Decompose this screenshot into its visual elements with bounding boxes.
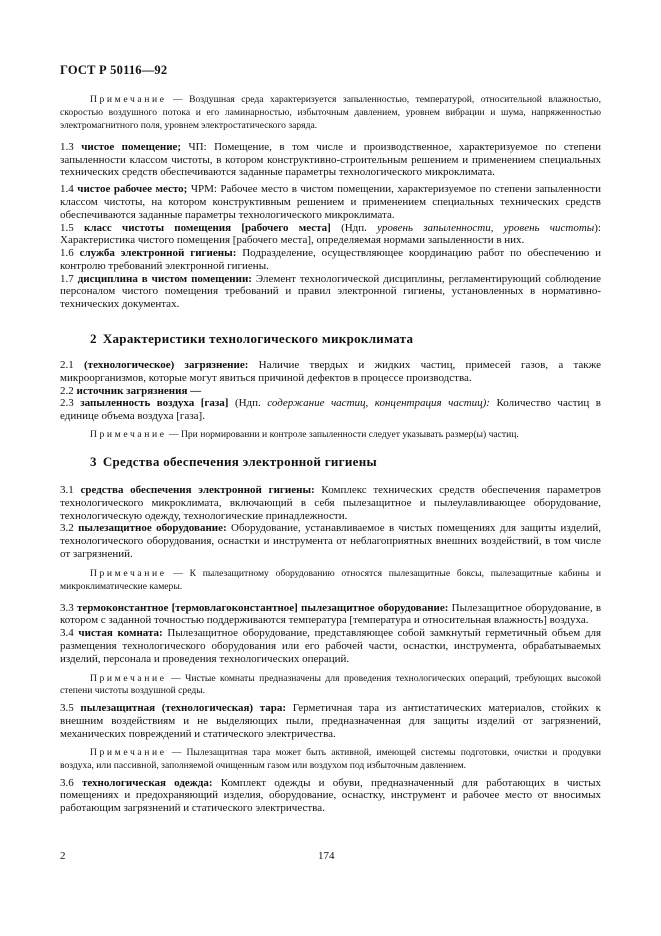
note-3 — [60, 568, 601, 594]
term-3-6 — [60, 777, 601, 815]
note-text: К пылезащитному оборудованию относятся пылезащитные боксы, пылезащитные кабины и микроклиматические камеры. — [60, 567, 602, 592]
deprecated-terms: уровень запыленности, уровень чистоты — [377, 221, 595, 234]
term-1-3 — [60, 141, 601, 179]
term-2-2 — [60, 385, 601, 398]
note-5 — [60, 747, 601, 773]
term-name: запыленность воздуха [газа] — [80, 397, 229, 410]
note-text: Пылезащитная тара может быть активной, имеющей системы подготовки, очистки и продувки воздуха, или пассивной, заполняемой очищенным газом или воздухом под избыточным давлением. — [60, 746, 601, 771]
note-dash: — — [166, 94, 190, 105]
term-name: чистая комната: — [78, 627, 163, 640]
clause-number: 2.2 — [60, 384, 74, 397]
section-title: Средства обеспечения электронной гигиены — [102, 453, 377, 469]
deprecated-prefix: (Ндп. — [228, 397, 268, 410]
term-definition: Количество частиц в единице объема воздуха [газа]. — [60, 397, 601, 423]
term-3-3 — [60, 602, 601, 628]
term-name: технологическая одежда: — [81, 776, 213, 789]
clause-number: 2.3 — [60, 397, 74, 410]
term-definition: Комплект одежды и обуви, предназначенный для работающих в чистых помещениях и предохраняющий изделия, оборудование, оснастку, инструмент и рабочее место от вносимых работающим загрязнений и статического электричества. — [60, 776, 602, 815]
term-name: класс чистоты помещения [рабочего места] — [84, 221, 331, 234]
clause-number: 3.2 — [60, 522, 74, 535]
term-definition: ): Характеристика чистого помещения [рабочего места], определяемая нормами запыленности в них. — [60, 221, 601, 247]
term-name: чистое помещение; — [81, 140, 182, 153]
term-name: термоконстантное [термовлагоконстантное] пылезащитное оборудование: — [76, 601, 449, 614]
clause-number: 1.7 — [60, 272, 74, 285]
term-name: дисциплина в чистом помещении: — [77, 272, 252, 285]
clause-number: 1.6 — [60, 247, 74, 260]
term-definition: Наличие твердых и жидких частиц, примесей газов, а также микроорганизмов, которые могут явиться причиной дефектов в процессе производства. — [60, 359, 601, 384]
note-dash: — — [166, 429, 181, 441]
note-dash: — — [166, 672, 186, 684]
term-name: (технологическое) загрязнение: — [84, 359, 249, 372]
term-definition: Оборудование, устанавливаемое в чистых помещениях для защиты изделий, технологического оборудования, оснастки и инструмента от неблагоприятных внешних воздействий, в том числе от загрязнений. — [60, 522, 602, 560]
clause-number: 3.5 — [60, 702, 74, 715]
term-definition: Герметичная тара из антистатических материалов, стойких к внешним воздействиям и не выделяющих пыли, предназначенная для защиты изделий от загрязнений, механических повреждений и статического электричества. — [60, 702, 601, 740]
term-2-3 — [60, 397, 601, 423]
note-label: Примечание — [90, 94, 167, 105]
term-1-7 — [60, 273, 601, 311]
section-2-heading — [60, 331, 601, 347]
note-label: Примечание — [90, 567, 167, 579]
term-2-1 — [60, 359, 601, 385]
clause-number: 1.5 — [60, 221, 74, 234]
clause-number: 1.3 — [60, 140, 74, 153]
term-definition: Комплекс технических средств обеспечения параметров технологического микроклимата, включающий в себя пылезащитное и пылеулавливающее оборудование, технологическую одежду, технологические принадлежности. — [60, 483, 601, 522]
section-3-heading — [60, 454, 601, 470]
page-number: 2 — [60, 850, 66, 862]
note-dash: — — [166, 567, 190, 579]
clause-number: 3.4 — [60, 627, 74, 640]
section-title: Характеристики технологического микроклимата — [102, 331, 414, 347]
term-name: средства обеспечения электронной гигиены: — [80, 483, 315, 496]
standard-code-header: ГОСТ Р 50116—92 — [60, 63, 168, 77]
term-name: чистое рабочее место; — [77, 183, 188, 196]
note-1 — [60, 94, 601, 133]
term-name: служба электронной гигиены: — [79, 247, 237, 260]
clause-number: 2.1 — [60, 359, 74, 372]
clause-number: 1.4 — [60, 183, 74, 196]
term-definition: ЧП: Помещение, в том числе и производственное, характеризуемое по степени запыленности классом чистоты, в котором конструктивно-строительным решением и применением специальных технических средств обеспечиваются заданные параметры технологического микроклимата. — [60, 140, 601, 179]
note-2 — [60, 429, 601, 442]
term-definition: Пылезащитное оборудование, в котором с заданной точностью поддерживаются температура [температура и относительная влажность] воздуха. — [60, 601, 602, 627]
term-name: пылезащитная (технологическая) тара: — [80, 702, 287, 715]
sheet-number: 174 — [318, 850, 335, 862]
term-definition: ЧРМ: Рабочее место в чистом помещении, характеризуемое по степени запыленности классом чистоты, на котором конструктивным решением и применением специальных технических средств обеспечиваются заданные параметры технологического микроклимата. — [60, 183, 601, 221]
clause-number: 3.3 — [60, 601, 74, 614]
note-label: Примечание — [90, 746, 167, 758]
term-definition: Элемент технологической дисциплины, регламентирующий соблюдение персоналом чистого помещения требований и правил электронной гигиены, установленных в нормативно-технических документах. — [60, 272, 601, 311]
section-number: 3 — [90, 453, 97, 469]
section-number: 2 — [90, 331, 97, 347]
document-body — [60, 94, 601, 815]
term-definition: Подразделение, осуществляющее координацию работ по обеспечению и контролю требований электронной гигиены. — [60, 247, 602, 272]
term-1-4 — [60, 183, 601, 221]
note-label: Примечание — [90, 429, 167, 441]
note-text: При нормировании и контроле запыленности следует указывать размер(ы) частиц. — [180, 429, 519, 441]
note-text: Воздушная среда характеризуется запыленностью, температурой, относительной влажностью, скоростью воздушного потока и его ламинарностью, избыточным давлением, уровнем вибрации и шума, напряженностью электромагнитного поля, уровнем электростатического заряда. — [60, 94, 601, 131]
note-dash: — — [166, 746, 187, 758]
term-3-2 — [60, 522, 601, 560]
note-label: Примечание — [90, 672, 167, 684]
term-3-4 — [60, 627, 601, 665]
note-text: Чистые комнаты предназначены для проведения технологических операций, требующих высокой степени чистоты воздушной среды. — [60, 672, 602, 697]
note-4 — [60, 673, 601, 699]
clause-number: 3.1 — [60, 483, 74, 496]
term-3-1 — [60, 484, 601, 522]
term-name: источник загрязнения — — [76, 384, 202, 397]
term-3-5 — [60, 702, 601, 740]
deprecated-prefix: (Ндп. — [330, 221, 378, 234]
term-1-5 — [60, 222, 601, 248]
term-1-6 — [60, 247, 601, 273]
term-name: пылезащитное оборудование: — [78, 522, 227, 535]
clause-number: 3.6 — [60, 776, 74, 789]
deprecated-terms: содержание частиц, концентрация частиц): — [267, 397, 490, 410]
term-definition: Пылезащитное оборудование, представляющее собой замкнутый герметичный объем для размещения технологического оборудования или его рабочей части, оснастки, инструмента, обрабатываемых изделий, персонала и проведения технологических операций. — [60, 627, 601, 665]
